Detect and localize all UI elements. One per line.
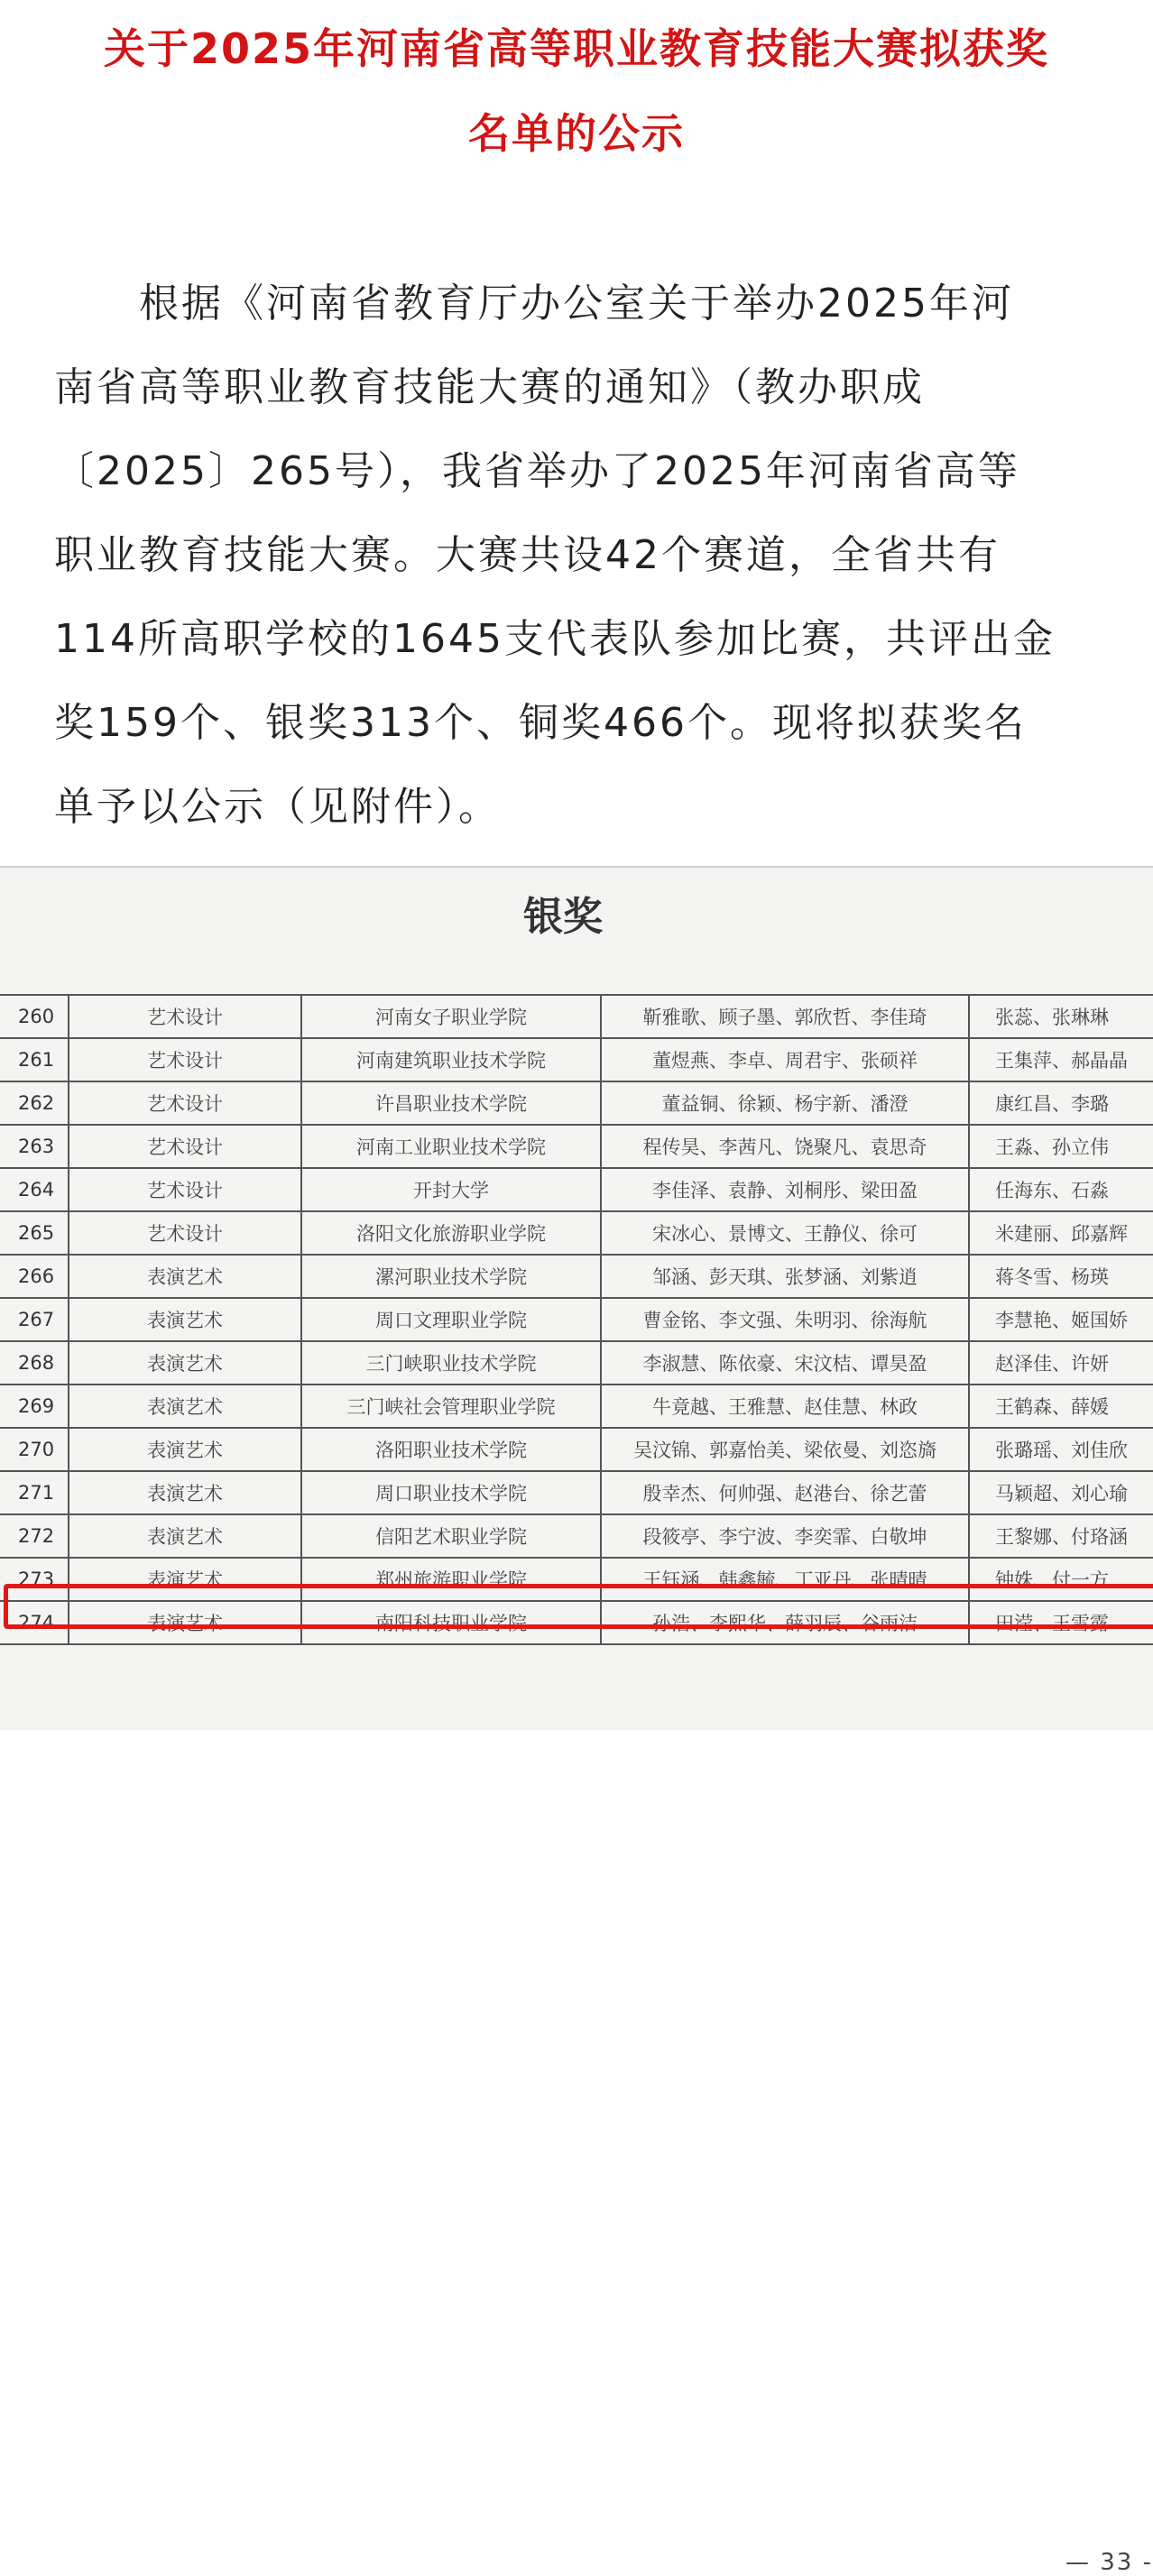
teachers-cell: 张蕊、张琳琳	[969, 995, 1153, 1038]
school-cell: 河南女子职业学院	[301, 995, 601, 1038]
track-cell: 艺术设计	[69, 995, 301, 1038]
students-cell: 邹涵、彭天琪、张梦涵、刘紫逍	[601, 1255, 969, 1298]
track-cell: 艺术设计	[69, 1081, 301, 1125]
school-cell: 洛阳职业技术学院	[301, 1428, 601, 1471]
school-cell: 开封大学	[301, 1168, 601, 1211]
teachers-cell: 张璐瑶、刘佳欣	[969, 1428, 1153, 1471]
students-cell: 孙浩、李熙华、薛羽辰、谷雨洁	[601, 1601, 969, 1644]
teachers-cell: 康红昌、李璐	[969, 1081, 1153, 1125]
students-cell: 宋冰心、景博文、王静仪、徐可	[601, 1211, 969, 1255]
teachers-cell: 王鹤森、薛媛	[969, 1385, 1153, 1428]
school-cell: 许昌职业技术学院	[301, 1081, 601, 1125]
row-number-cell: 272	[0, 1514, 69, 1558]
teachers-cell: 王淼、孙立伟	[969, 1125, 1153, 1168]
table-row	[0, 1125, 1153, 1168]
row-number-cell: 274	[0, 1601, 69, 1644]
page-divider	[0, 866, 1153, 868]
section-title-silver-award: 银奖	[523, 894, 603, 940]
teachers-cell: 赵泽佳、许妍	[969, 1341, 1153, 1385]
row-number-cell: 265	[0, 1211, 69, 1255]
award-table	[0, 994, 1153, 1645]
school-cell: 周口职业技术学院	[301, 1471, 601, 1514]
school-cell: 漯河职业技术学院	[301, 1255, 601, 1298]
school-cell: 洛阳文化旅游职业学院	[301, 1211, 601, 1255]
table-row	[0, 1255, 1153, 1298]
teachers-cell: 王黎娜、付珞涵	[969, 1514, 1153, 1558]
body-line: 〔2025〕265号），我省举办了2025年河南省高等	[54, 448, 1020, 494]
track-cell: 艺术设计	[69, 1211, 301, 1255]
school-cell: 河南建筑职业技术学院	[301, 1038, 601, 1081]
students-cell: 段筱亭、李宁波、李奕霏、白敬坤	[601, 1514, 969, 1558]
students-cell: 董益铜、徐颖、杨宇新、潘澄	[601, 1081, 969, 1125]
table-row	[0, 1168, 1153, 1211]
body-line: 南省高等职业教育技能大赛的通知》（教办职成	[54, 364, 925, 410]
track-cell: 艺术设计	[69, 1038, 301, 1081]
body-line: 单予以公示（见附件）。	[54, 784, 501, 830]
track-cell: 表演艺术	[69, 1558, 301, 1601]
teachers-cell: 钟姝、付一方	[969, 1558, 1153, 1601]
table-row	[0, 1081, 1153, 1125]
track-cell: 表演艺术	[69, 1341, 301, 1385]
students-cell: 靳雅歌、顾子墨、郭欣哲、李佳琦	[601, 995, 969, 1038]
row-number-cell: 266	[0, 1255, 69, 1298]
students-cell: 李淑慧、陈依豪、宋汶桔、谭昊盈	[601, 1341, 969, 1385]
track-cell: 艺术设计	[69, 1168, 301, 1211]
table-row	[0, 1428, 1153, 1471]
row-number-cell: 264	[0, 1168, 69, 1211]
row-number-cell: 261	[0, 1038, 69, 1081]
students-cell: 曹金铭、李文强、朱明羽、徐海航	[601, 1298, 969, 1341]
row-number-cell: 267	[0, 1298, 69, 1341]
teachers-cell: 米建丽、邱嘉辉	[969, 1211, 1153, 1255]
row-number-cell: 260	[0, 995, 69, 1038]
teachers-cell: 李慧艳、姬国娇	[969, 1298, 1153, 1341]
school-cell: 三门峡社会管理职业学院	[301, 1385, 601, 1428]
body-line: 职业教育技能大赛。大赛共设42个赛道，全省共有	[54, 532, 1001, 578]
table-row	[0, 1298, 1153, 1341]
row-number-cell: 273	[0, 1558, 69, 1601]
body-line: 114所高职学校的1645支代表队参加比赛，共评出金	[54, 616, 1056, 662]
track-cell: 表演艺术	[69, 1471, 301, 1514]
school-cell: 周口文理职业学院	[301, 1298, 601, 1341]
table-row	[0, 1341, 1153, 1385]
table-row	[0, 1514, 1153, 1558]
students-cell: 王钰涵、韩鑫毓、丁亚丹、张晴晴	[601, 1558, 969, 1601]
notice-title-line-2: 名单的公示	[468, 109, 685, 158]
table-row	[0, 995, 1153, 1038]
track-cell: 艺术设计	[69, 1125, 301, 1168]
track-cell: 表演艺术	[69, 1298, 301, 1341]
body-line: 奖159个、银奖313个、铜奖466个。现将拟获奖名	[54, 700, 1027, 746]
table-row	[0, 1211, 1153, 1255]
row-number-cell: 270	[0, 1428, 69, 1471]
highlight-box	[4, 1584, 1153, 1629]
track-cell: 表演艺术	[69, 1428, 301, 1471]
table-row	[0, 1385, 1153, 1428]
row-number-cell: 271	[0, 1471, 69, 1514]
teachers-cell: 王集萍、郝晶晶	[969, 1038, 1153, 1081]
track-cell: 表演艺术	[69, 1514, 301, 1558]
teachers-cell: 任海东、石淼	[969, 1168, 1153, 1211]
notice-title-line-1: 关于2025年河南省高等职业教育技能大赛拟获奖	[103, 24, 1050, 73]
row-number-cell: 263	[0, 1125, 69, 1168]
teachers-cell: 田滢、王雪露	[969, 1601, 1153, 1644]
students-cell: 吴汶锦、郭嘉怡美、梁依曼、刘恣旖	[601, 1428, 969, 1471]
students-cell: 殷幸杰、何帅强、赵港台、徐艺蕾	[601, 1471, 969, 1514]
page-number: — 33 -	[1065, 2549, 1153, 2576]
students-cell: 程传昊、李茜凡、饶聚凡、袁思奇	[601, 1125, 969, 1168]
row-number-cell: 262	[0, 1081, 69, 1125]
row-number-cell: 269	[0, 1385, 69, 1428]
students-cell: 董煜燕、李卓、周君宇、张硕祥	[601, 1038, 969, 1081]
track-cell: 表演艺术	[69, 1601, 301, 1644]
school-cell: 信阳艺术职业学院	[301, 1514, 601, 1558]
table-row	[0, 1038, 1153, 1081]
row-number-cell: 268	[0, 1341, 69, 1385]
school-cell: 河南工业职业技术学院	[301, 1125, 601, 1168]
track-cell: 表演艺术	[69, 1385, 301, 1428]
school-cell: 郑州旅游职业学院	[301, 1558, 601, 1601]
teachers-cell: 蒋冬雪、杨瑛	[969, 1255, 1153, 1298]
track-cell: 表演艺术	[69, 1255, 301, 1298]
table-row	[0, 1471, 1153, 1514]
students-cell: 牛竟越、王雅慧、赵佳慧、林政	[601, 1385, 969, 1428]
school-cell: 三门峡职业技术学院	[301, 1341, 601, 1385]
students-cell: 李佳泽、袁静、刘桐彤、梁田盈	[601, 1168, 969, 1211]
school-cell: 南阳科技职业学院	[301, 1601, 601, 1644]
teachers-cell: 马颖超、刘心瑜	[969, 1471, 1153, 1514]
body-line: 根据《河南省教育厅办公室关于举办2025年河	[54, 281, 1014, 327]
